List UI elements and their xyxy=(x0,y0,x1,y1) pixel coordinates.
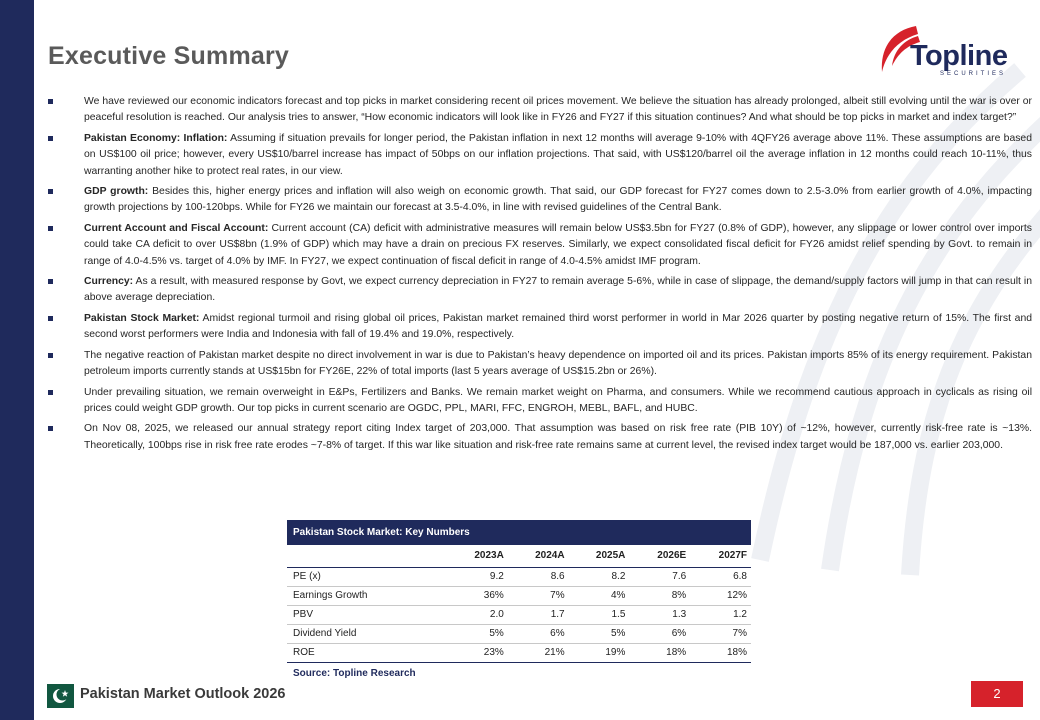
column-header: 2026E xyxy=(629,545,690,567)
topline-logo xyxy=(872,22,1022,82)
table-cell: 5% xyxy=(569,624,630,643)
bullet-intro: We have reviewed our economic indicators forecast and top picks in market considering recent oil prices movement. We believe the situation has already prolonged, albeit still evolving until the war is over or peaceful resolution is reached. Our analysis tries to answer, “How economic indicators will look like in FY26 and FY27 if this situation continues? And what should be top picks in market and index target?” xyxy=(48,94,1032,127)
row-label: ROE xyxy=(287,643,447,662)
table-cell: 6.8 xyxy=(690,567,751,586)
pakistan-flag-icon xyxy=(38,684,74,708)
bullet-oil-dependence: The negative reaction of Pakistan market despite no direct involvement in war is due to Pakistan’s heavy dependence on imported oil and its prices. Pakistan imports 85% of its energy requirement. Pakistan petroleum imports currently stands at US$15bn for FY26E, 22% of total imports (last 5 years average of US$15.2bn or 26%). xyxy=(48,348,1032,381)
bullet-square-icon xyxy=(48,316,53,321)
table-header-blank xyxy=(287,545,447,567)
key-numbers-table xyxy=(287,545,751,663)
key-numbers-title: Pakistan Stock Market: Key Numbers xyxy=(287,520,751,545)
footer-title: Pakistan Market Outlook 2026 xyxy=(80,686,286,702)
page-title: Executive Summary xyxy=(48,42,290,70)
table-cell: 18% xyxy=(629,643,690,662)
logo-wordmark: Topline xyxy=(910,40,1008,72)
bullet-square-icon xyxy=(48,189,53,194)
table-cell: 19% xyxy=(569,643,630,662)
bullet-stock-market: Pakistan Stock Market: Amidst regional turmoil and rising global oil prices, Pakistan market remained third worst performer in world in Mar 2026 quarter by posting negative return of 15%. The first and second worst performers were India and Indonesia with fall of 19.4% and 19.0%, respectively. xyxy=(48,311,1032,344)
table-cell: 1.7 xyxy=(508,605,569,624)
row-label: Dividend Yield xyxy=(287,624,447,643)
table-row xyxy=(287,567,751,586)
table-cell: 8% xyxy=(629,586,690,605)
table-cell: 8.2 xyxy=(569,567,630,586)
column-header: 2025A xyxy=(569,545,630,567)
bullet-index-target: On Nov 08, 2025, we released our annual strategy report citing Index target of 203,000. That assumption was based on risk free rate (PIB 10Y) of ~12%, however, currently risk-free rate is ~13%. Theoretically, 100bps rise in risk free rate erodes ~7-8% of target. If this war like situation and risk-free rate remains same at current level, the revised index target would be 187,000 vs. earlier 203,000. xyxy=(48,421,1032,454)
bullet-square-icon xyxy=(48,136,53,141)
left-accent-band xyxy=(0,0,34,720)
table-cell: 6% xyxy=(508,624,569,643)
table-header-row xyxy=(287,545,751,567)
bullet-sector-weights: Under prevailing situation, we remain overweight in E&Ps, Fertilizers and Banks. We remain market weight on Pharma, and consumers. While we recommend cautious approach in cyclicals as rising oil prices could weight GDP growth. Our top picks in current scenario are OGDC, PPL, MARI, FFC, ENGROH, MEBL, BAFL, and HUBC. xyxy=(48,385,1032,418)
table-row xyxy=(287,643,751,662)
column-header: 2027F xyxy=(690,545,751,567)
bullet-square-icon xyxy=(48,390,53,395)
column-header: 2024A xyxy=(508,545,569,567)
table-cell: 7% xyxy=(508,586,569,605)
table-row xyxy=(287,586,751,605)
row-label: PE (x) xyxy=(287,567,447,586)
table-cell: 23% xyxy=(447,643,508,662)
bullet-square-icon xyxy=(48,99,53,104)
logo-tagline: SECURITIES xyxy=(940,71,1007,77)
table-cell: 1.2 xyxy=(690,605,751,624)
bullet-gdp-growth: GDP growth: Besides this, higher energy prices and inflation will also weigh on economic growth. That said, our GDP forecast for FY27 comes down to 2.5-3.0% from earlier growth of 4.0%, impacting growth projections by 100-120bps. While for FY26 we maintain our forecast at 3.5-4.0%, in line with revised guidelines of the Central Bank. xyxy=(48,184,1032,217)
key-numbers-table-block xyxy=(287,520,751,679)
table-cell: 18% xyxy=(690,643,751,662)
table-cell: 12% xyxy=(690,586,751,605)
table-cell: 8.6 xyxy=(508,567,569,586)
table-cell: 1.5 xyxy=(569,605,630,624)
page-number: 2 xyxy=(971,681,1023,707)
bullet-currency: Currency: As a result, with measured response by Govt, we expect currency depreciation in FY27 to remain average 5-6%, while in case of slippage, the demand/supply factors will jump in that can result in above average depreciation. xyxy=(48,274,1032,307)
row-label: Earnings Growth xyxy=(287,586,447,605)
bullet-current-fiscal-account: Current Account and Fiscal Account: Current account (CA) deficit with administrative measures will remain below US$3.5bn for FY27 (0.8% of GDP), however, any slippage or lower control over imports could take CA deficit to over US$8bn (1.9% of GDP) which may have a drain on precious FX reserves. Similarly, we expect consolidated fiscal deficit for FY26 amidst relief spending by Govt. to remain in range of 4.0-4.5% vs. target of 4.0% by IMF. In FY27, we expect continuation of fiscal deficit in range of 4.0-4.5% amidst IMF program. xyxy=(48,221,1032,270)
table-cell: 2.0 xyxy=(447,605,508,624)
table-cell: 9.2 xyxy=(447,567,508,586)
row-label: PBV xyxy=(287,605,447,624)
table-row xyxy=(287,624,751,643)
table-cell: 36% xyxy=(447,586,508,605)
table-source-note: Source: Topline Research xyxy=(293,667,416,679)
table-cell: 7.6 xyxy=(629,567,690,586)
summary-bullet-list xyxy=(48,94,1032,458)
table-cell: 1.3 xyxy=(629,605,690,624)
bullet-square-icon xyxy=(48,426,53,431)
table-cell: 4% xyxy=(569,586,630,605)
table-cell: 21% xyxy=(508,643,569,662)
bullet-inflation: Pakistan Economy: Inflation: Assuming if situation prevails for longer period, the Pakistan inflation in next 12 months will average 9-10% with 4QFY26 average above 11%. These assumptions are based on US$100 oil price; however, every US$10/barrel increase has impact of 50bps on our inflation projections. That said, with US$120/barrel oil the average inflation in 12 months could reach 10-11%, thus warranting another hike to protect real rates, in our view. xyxy=(48,131,1032,180)
table-cell: 7% xyxy=(690,624,751,643)
column-header: 2023A xyxy=(447,545,508,567)
bullet-square-icon xyxy=(48,226,53,231)
bullet-square-icon xyxy=(48,353,53,358)
bullet-square-icon xyxy=(48,279,53,284)
table-row xyxy=(287,605,751,624)
table-cell: 5% xyxy=(447,624,508,643)
table-cell: 6% xyxy=(629,624,690,643)
